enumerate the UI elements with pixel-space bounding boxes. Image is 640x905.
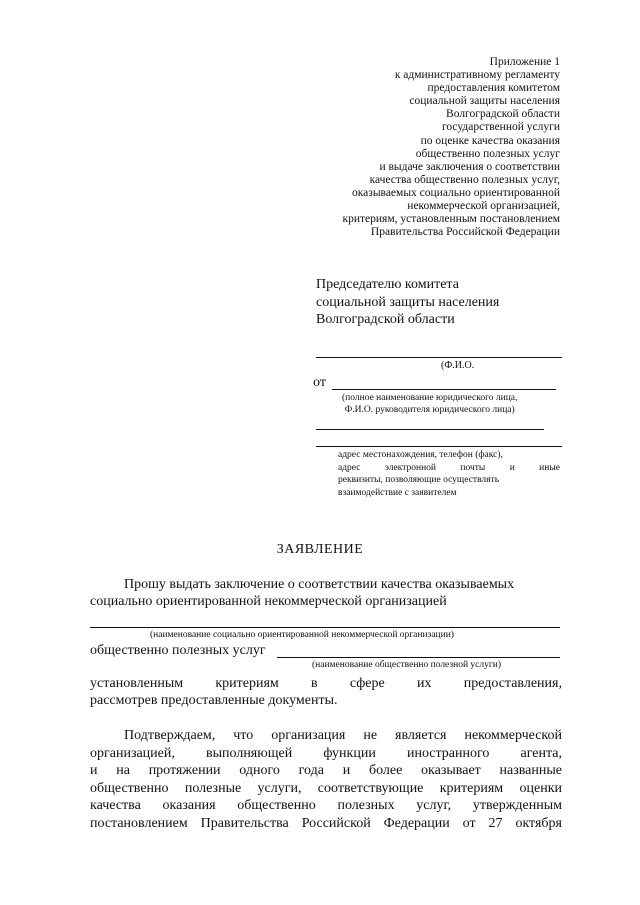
appendix-line: Правительства Российской Федерации: [370, 226, 560, 239]
criteria-word: их: [416, 676, 432, 691]
services-input-line[interactable]: [277, 657, 560, 658]
appendix-line: критериям, установленным постановлением: [342, 213, 560, 226]
confirmation-line: организацией, выполняющей функции иностранного агента,: [90, 745, 562, 761]
address-caption: [338, 449, 560, 499]
services-label: общественно полезных услуг: [90, 643, 266, 658]
from-input-line[interactable]: [332, 389, 556, 390]
criteria-word: в: [310, 676, 318, 691]
appendix-line: оказываемых социально ориентированной: [352, 186, 560, 199]
addressee-line: социальной защиты населения: [316, 294, 500, 310]
addressee-line: Волгоградской области: [316, 312, 455, 327]
request-paragraph: [90, 576, 562, 611]
from-caption-line: (полное наименование юридического лица,: [342, 393, 518, 403]
address-caption-line: реквизиты, позволяющие осуществлять: [338, 475, 500, 486]
from-label: от: [313, 375, 326, 390]
confirmation-paragraph: [90, 727, 562, 833]
confirmation-line: постановлением Правительства Российской Федерации от 27 октября: [90, 815, 562, 831]
appendix-line: по оценке качества оказания: [420, 134, 560, 147]
appendix-line: государственной услуги: [441, 121, 560, 134]
address-caption-line: адрес местонахождения, телефон (факс),: [338, 450, 503, 460]
request-line-2: социально ориентированной некоммерческой организацией: [90, 594, 447, 610]
address-caption-line: взаимодействие с заявителем: [338, 487, 457, 498]
criteria-word: предоставления,: [463, 676, 562, 691]
address-caption-line-justified: [338, 462, 560, 475]
caption-word: и: [509, 462, 515, 473]
document-title: ЗАЯВЛЕНИЕ: [276, 542, 364, 557]
addressee-line: Председателю комитета: [316, 277, 459, 292]
organization-caption: (наименование социально ориентированной некоммерческой организации): [150, 630, 454, 640]
confirmation-line: и на протяжении одного года и более оказывает названные: [90, 763, 562, 779]
appendix-line: качества общественно полезных услуг,: [369, 173, 560, 186]
appendix-line: к административному регламенту: [394, 69, 560, 82]
from-caption-line: Ф.И.О. руководителя юридического лица): [344, 405, 515, 415]
confirmation-line: Подтверждаем, что организация не является некоммерческой: [124, 728, 562, 743]
appendix-line: некоммерческой организацией,: [407, 200, 560, 213]
criteria-paragraph: [90, 675, 562, 710]
criteria-word: установленным: [90, 676, 184, 691]
address-input-line-2[interactable]: [316, 446, 562, 447]
appendix-header: [260, 56, 560, 239]
appendix-line: предоставления комитетом: [427, 82, 560, 95]
fio-caption: (Ф.И.О.: [441, 360, 475, 371]
from-caption: [342, 392, 517, 416]
address-input-line-1[interactable]: [316, 429, 544, 430]
caption-word: почты: [460, 462, 486, 473]
organization-input-line[interactable]: [90, 627, 560, 628]
confirmation-line: качества оказания общественно полезных услуг, утвержденным: [90, 798, 562, 814]
caption-word: адрес: [338, 462, 361, 473]
criteria-word: сфере: [349, 676, 385, 691]
appendix-line: социальной защиты населения: [409, 95, 560, 108]
documents-line: рассмотрев предоставленные документы.: [90, 693, 338, 709]
addressee-block: [316, 276, 499, 329]
caption-word: электронной: [384, 462, 436, 473]
appendix-line: Волгоградской области: [446, 108, 560, 121]
appendix-line: общественно полезных услуг: [415, 147, 560, 160]
request-line-1: Прошу выдать заключение о соответствии качества оказываемых: [124, 577, 515, 592]
appendix-line: Приложение 1: [489, 56, 560, 68]
services-caption: (наименование общественно полезной услуги): [312, 660, 502, 670]
criteria-word: критериям: [215, 676, 279, 691]
criteria-line: [90, 675, 562, 692]
caption-word: иные: [539, 462, 560, 473]
appendix-line: и выдаче заключения о соответствии: [379, 160, 560, 173]
fio-input-line[interactable]: [316, 357, 562, 358]
confirmation-line: общественно полезные услуги, соответствующие критериям оценки: [90, 780, 562, 796]
